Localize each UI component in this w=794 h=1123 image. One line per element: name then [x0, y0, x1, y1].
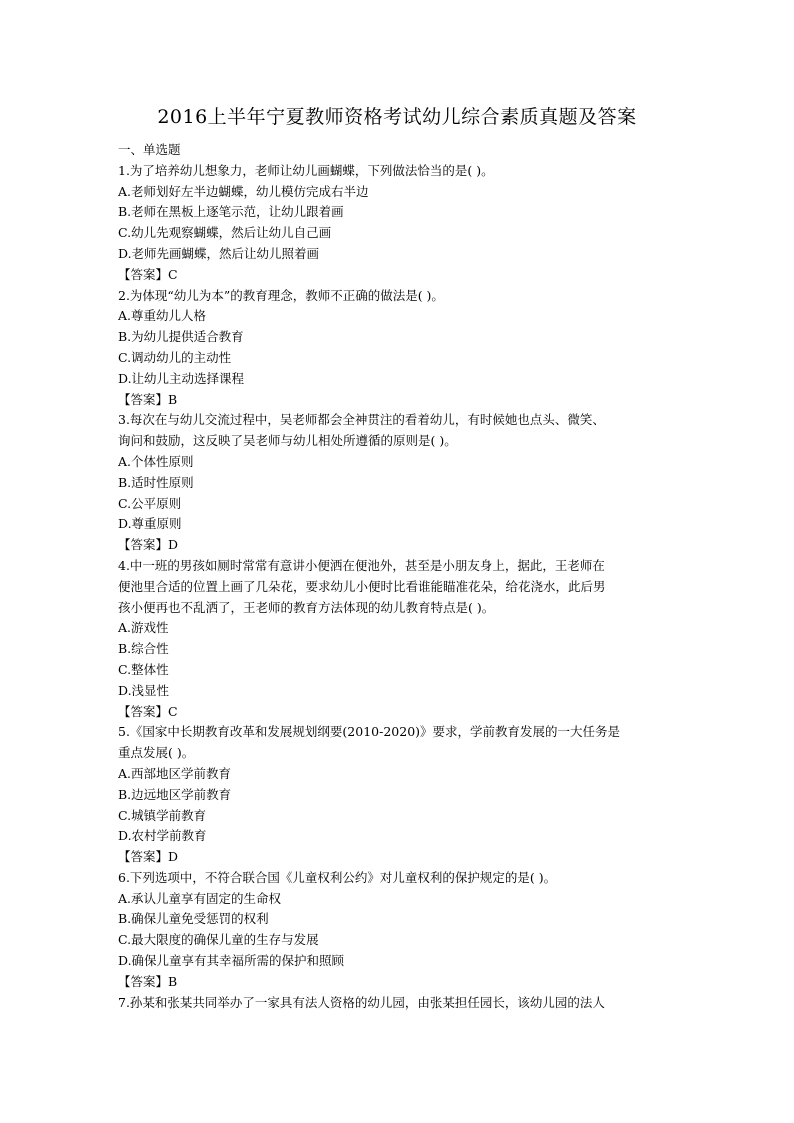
answer-line: 【答案】B	[118, 391, 178, 407]
option: C.最大限度的确保儿童的生存与发展	[118, 932, 319, 948]
option: D.老师先画蝴蝶，然后让幼儿照着画	[118, 245, 320, 261]
question-stem-line: 3.每次在与幼儿交流过程中，吴老师都会全神贯注的看着幼儿，有时候她也点头、微笑、	[118, 412, 605, 428]
option: B.综合性	[118, 641, 169, 657]
option: D.浅显性	[118, 682, 170, 698]
option: D.农村学前教育	[118, 828, 207, 844]
question-stem: 1.为了培养幼儿想象力，老师让幼儿画蝴蝶，下列做法恰当的是( )。	[118, 162, 494, 178]
option: B.适时性原则	[118, 474, 194, 490]
question-stem-line: 5.《国家中长期教育改革和发展规划纲要(2010-2020)》要求，学前教育发展的一大任务是	[118, 724, 621, 740]
option: D.确保儿童享有其幸福所需的保护和照顾	[118, 953, 345, 969]
question-stem-line: 孩小便再也不乱洒了，王老师的教育方法体现的幼儿教育特点是( )。	[118, 599, 495, 615]
option: A.个体性原则	[118, 453, 194, 469]
option: A.老师划好左半边蝴蝶，幼儿模仿完成右半边	[118, 183, 369, 199]
answer-line: 【答案】D	[118, 849, 179, 865]
option: B.边远地区学前教育	[118, 786, 232, 802]
question-stem: 2.为体现“幼儿为本”的教育理念，教师不正确的做法是( )。	[118, 287, 444, 303]
question-stem-line: 重点发展( )。	[118, 745, 195, 761]
option: D.让幼儿主动选择课程	[118, 370, 245, 386]
question-stem-line: 便池里合适的位置上画了几朵花，要求幼儿小便时比看谁能瞄准花朵，给花浇水，此后男	[118, 578, 606, 594]
section-heading: 一、单选题	[118, 142, 181, 157]
option: C.城镇学前教育	[118, 807, 207, 823]
question-stem-line: 询问和鼓励，这反映了吴老师与幼儿相处所遵循的原则是( )。	[118, 433, 457, 449]
option: D.尊重原则	[118, 516, 182, 532]
option: A.承认儿童享有固定的生命权	[118, 890, 282, 906]
document-title: 2016上半年宁夏教师资格考试幼儿综合素质真题及答案	[157, 106, 637, 128]
option: C.调动幼儿的主动性	[118, 349, 232, 365]
answer-line: 【答案】D	[118, 537, 179, 553]
question-stem-line: 4.中一班的男孩如厕时常常有意讲小便洒在便池外，甚至是小朋友身上，据此，王老师在	[118, 557, 605, 573]
answer-line: 【答案】C	[118, 703, 178, 719]
answer-line: 【答案】C	[118, 266, 178, 282]
option: C.整体性	[118, 661, 169, 677]
option: B.确保儿童免受惩罚的权利	[118, 911, 269, 927]
option: A.尊重幼儿人格	[118, 308, 207, 324]
option: A.西部地区学前教育	[118, 765, 232, 781]
answer-line: 【答案】B	[118, 973, 178, 989]
option: C.公平原则	[118, 495, 182, 511]
question-stem: 7.孙某和张某共同举办了一家具有法人资格的幼儿园，由张某担任园长，该幼儿园的法人	[118, 994, 605, 1010]
option: B.为幼儿提供适合教育	[118, 329, 244, 345]
option: A.游戏性	[118, 620, 169, 636]
question-stem: 6.下列选项中，不符合联合国《儿童权利公约》对儿童权利的保护规定的是( )。	[118, 869, 557, 885]
option: B.老师在黑板上逐笔示范，让幼儿跟着画	[118, 204, 344, 220]
question-list	[118, 140, 678, 1013]
option: C.幼儿先观察蝴蝶，然后让幼儿自己画	[118, 225, 332, 241]
